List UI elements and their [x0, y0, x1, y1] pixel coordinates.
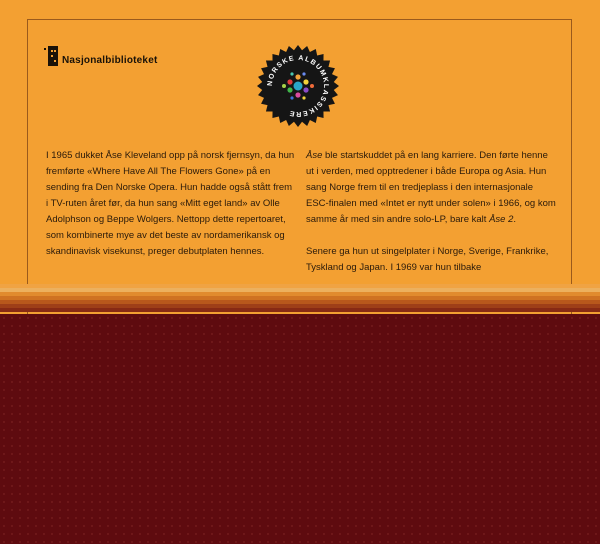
stripe: [0, 308, 600, 312]
seal-dot: [295, 92, 300, 97]
seal-dot: [303, 79, 308, 84]
seal-dot: [290, 72, 293, 75]
brand: [44, 46, 158, 66]
seal-text: NORSKE ALBUMKLASSIKERE: [266, 54, 330, 118]
paragraph-right-2: Senere ga hun ut singelplater i Norge, Sverige, Frankrike, Tyskland og Japan. I 1969 var hun tilbake: [306, 246, 549, 273]
paragraph-right-1-end: .: [513, 214, 516, 225]
brand-name: Nasjonalbiblioteket: [62, 55, 158, 66]
color-stripes: [0, 284, 600, 312]
seal-dot: [287, 79, 292, 84]
seal-dot: [302, 96, 305, 99]
seal-dot: [303, 87, 308, 92]
seal-dot: [287, 87, 292, 92]
album-title: Åse: [306, 150, 323, 161]
dark-band: [0, 314, 600, 544]
paragraph-right-1-body: ble startskuddet på en lang karriere. Den førte henne ut i verden, med opptredener i både Europa og Asia. Hun sang Norge frem til en tredjeplass i den internasjonale ESC-finalen med «Intet er nytt under solen» i 1966, og kom samme år med sin andre solo-LP, bare kalt: [306, 150, 556, 225]
seal-graphic: [256, 44, 340, 128]
text-column-left: [46, 148, 296, 260]
seal-dot: [282, 84, 286, 88]
album-seal-icon: [256, 44, 340, 128]
text-column-right: [306, 148, 556, 276]
seal-dot: [290, 96, 293, 99]
paragraph-right-1: [306, 148, 556, 228]
seal-dot: [302, 72, 305, 75]
album-title-2: Åse 2: [489, 214, 514, 225]
seal-dot: [294, 82, 303, 91]
nasjonalbiblioteket-logo-icon: [44, 46, 58, 66]
seal-dot: [295, 74, 300, 79]
seal-dot: [310, 84, 314, 88]
paragraph-left: I 1965 dukket Åse Kleveland opp på norsk fjernsyn, da hun fremførte «Where Have All The Flowers Gone» på en sending fra Den Norske Opera. Hun hadde også stått frem i TV-ruten året før, da hun sang «Mitt eget land» av Olle Adolphson og Beppe Wolgers. Nettopp dette repertoaret, som kombinerte mye av det beste av nordamerikansk og skandinavisk visekunst, preger debutplaten hennes.: [46, 150, 295, 257]
